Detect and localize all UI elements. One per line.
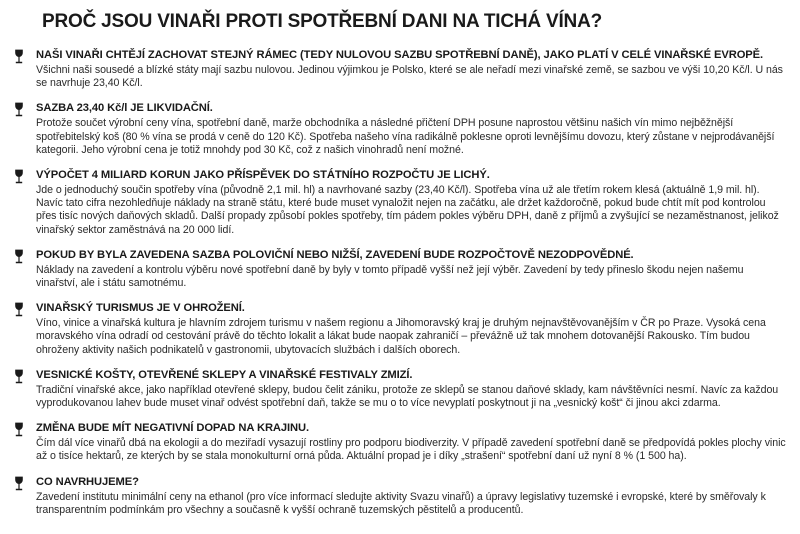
section-item (14, 421, 788, 463)
wine-glass-icon (14, 301, 36, 317)
section-content (36, 475, 788, 517)
section-item (14, 368, 788, 410)
section-content (36, 368, 788, 410)
section-heading: ZMĚNA BUDE MÍT NEGATIVNÍ DOPAD NA KRAJINU. (36, 422, 309, 435)
sections-list (14, 48, 788, 517)
wine-glass-icon (14, 475, 36, 491)
wine-glass-icon (14, 101, 36, 117)
section-body: Jde o jednoduchý součin spotřeby vína (původně 2,1 mil. hl) a navrhované sazby (23,40 Kč/l). Spotřeba vína už ale třetím rokem klesá (aktuálně 1,9 mil. hl). Navíc tato cifra nezohledňuje náklady na straně státu, které bude muset vynaložit nejen na začátku, ale držet každoročně, pokud bude chtít mít pod kontrolou přes tisíc nových daňových skladů. Další propady způsobí pokles spotřeby, tím pádem pokles výběru DPH, daně z příjmů a zvyšující se nezaměstnanost, jelikož vinařský sektor zaměstnává na 20 000 lidí. (36, 184, 779, 236)
section-heading: POKUD BY BYLA ZAVEDENA SAZBA POLOVIČNÍ NEBO NIŽŠÍ, ZAVEDENÍ BUDE ROZPOČTOVĚ NEZODPOVĚDNÉ. (36, 248, 634, 261)
page-title: PROČ JSOU VINAŘI PROTI SPOTŘEBNÍ DANI NA TICHÁ VÍNA? (42, 11, 602, 32)
wine-glass-icon (14, 248, 36, 264)
section-content (36, 168, 788, 237)
section-content (36, 301, 788, 357)
section-heading: NAŠI VINAŘI CHTĚJÍ ZACHOVAT STEJNÝ RÁMEC (TEDY NULOVOU SAZBU SPOTŘEBNÍ DANĚ), JAKO PLATÍ V CELÉ VINAŘSKÉ EVROPĚ. (36, 49, 764, 61)
section-content (36, 101, 788, 157)
section-item (14, 248, 788, 290)
section-heading: VESNICKÉ KOŠTY, OTEVŘENÉ SKLEPY A VINAŘSKÉ FESTIVALY ZMIZÍ. (36, 368, 413, 381)
section-body: Čím dál více vinařů dbá na ekologii a do meziřadí vysazují rostliny pro podporu biodiverzity. V případě zavedení spotřební daně se předpovídá pokles plochy vinic až o tisíce hektarů, ze kterých by se stala monokulturní orná půda. Aktuální propad je i díky „strašení“ spotřební daní už nyní 8 % (1 500 ha). (36, 437, 786, 463)
section-body: Všichni naši sousedé a blízké státy mají sazbu nulovou. Jedinou výjimkou je Polsko, které se ale neřadí mezi vinařské země, se sazbou ve výši 10,20 Kč/l. U nás se navrhuje 23,40 Kč/l. (36, 64, 783, 90)
wine-glass-icon (14, 168, 36, 184)
section-item (14, 48, 788, 90)
section-item (14, 475, 788, 517)
section-content (36, 48, 788, 90)
section-body: Zavedení institutu minimální ceny na ethanol (pro více informací sledujte aktivity Svazu vinařů) a úpravy legislativy tuzemské i evropské, které by směřovaly k transparentním podmínkám pro všechny a současně k vyšší ochraně tuzemských pěstitelů a producentů. (36, 490, 766, 516)
section-body: Protože součet výrobní ceny vína, spotřební daně, marže obchodníka a následné přičtení DPH posune naprostou většinu našich vín mimo nejběžnější spotřebitelský koš (80 % vína se prodá v ceně do 120 Kč). Spotřeba našeho vína radikálně poklesne oproti levnějšímu dovozu, který zůstane v nejprodávanější kategorii. Jeho výrobní cena je totiž mnohdy pod 30 Kč, což z našich vinohradů není možné. (36, 117, 775, 156)
section-heading: VINAŘSKÝ TURISMUS JE V OHROŽENÍ. (36, 302, 245, 315)
section-item (14, 168, 788, 237)
section-heading: CO NAVRHUJEME? (36, 475, 139, 488)
section-body: Víno, vinice a vinařská kultura je hlavním zdrojem turismu v našem regionu a Jihomoravský kraj je druhým nejnavštěvovanějším v ČR po Praze. Vysoká cena moravského vína odradí od cestování právě do těchto lokalit a lákat bude naopak zahraničí – převážně už tak mnohem dotovanější Rakousko. Tím budou ohroženy aktivity našich podnikatelů v gastronomii, ubytovacích službách i dalších oborech. (36, 317, 766, 356)
section-content (36, 248, 788, 290)
section-heading: SAZBA 23,40 Kč/l JE LIKVIDAČNÍ. (36, 102, 213, 115)
section-item (14, 101, 788, 157)
section-content (36, 421, 788, 463)
section-item (14, 301, 788, 357)
wine-glass-icon (14, 368, 36, 384)
wine-glass-icon (14, 48, 36, 64)
section-body: Tradiční vinařské akce, jako například otevřené sklepy, budou čelit zániku, protože ze sklepů se stanou daňové sklady, kam návštěvníci nesmí. Navíc za každou vyprodukovanou lahev bude muset vinař odvést spotřební daň, takže se mu o to více nevyplatí poskytnout ji na „vesnický košt“ či jinou akci zdarma. (36, 383, 779, 410)
section-body: Náklady na zavedení a kontrolu výběru nové spotřební daně by byly v tomto případě vyšší než její výběr. Zavedení by tedy přineslo škodu nejen našemu vinařství, ale i státu samotnému. (36, 263, 744, 290)
wine-glass-icon (14, 421, 36, 437)
section-heading: VÝPOČET 4 MILIARD KORUN JAKO PŘÍSPĚVEK DO STÁTNÍHO ROZPOČTU JE LICHÝ. (36, 169, 490, 182)
